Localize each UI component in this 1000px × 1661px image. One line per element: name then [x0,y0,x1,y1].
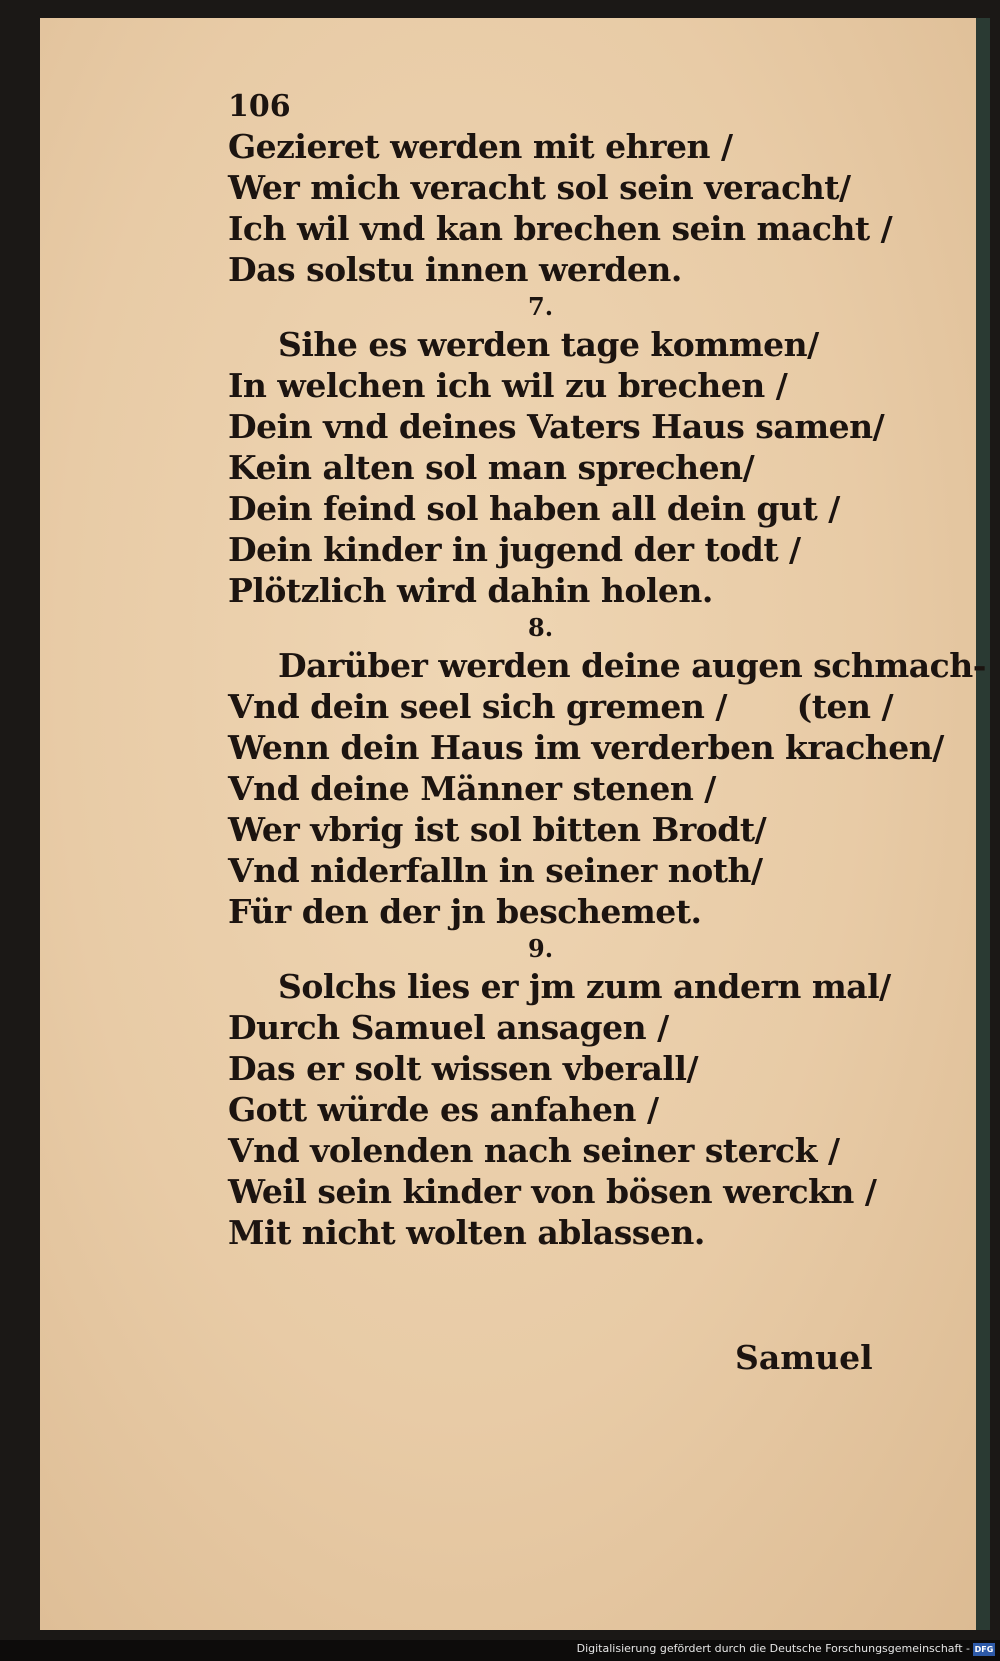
funding-credit: Digitalisierung gefördert durch die Deutsche Forschungsgemeinschaft - [576,1642,970,1655]
verse-line: Ich wil vnd kan brechen sein macht / [228,209,893,248]
verse-line: Sihe es werden tage kommen/ [278,325,819,364]
verse-line: Plötzlich wird dahin holen. [228,571,713,610]
verse-line: Dein vnd deines Vaters Haus samen/ [228,407,885,446]
verse-line: Kein alten sol man sprechen/ [228,448,755,487]
verse-line: Das solstu innen werden. [228,250,682,289]
stanza-8 [228,611,986,932]
book-page [40,18,990,1630]
catchword: Samuel [735,1338,873,1377]
verse-line: Gott würde es anfahen / [228,1090,659,1129]
stanza-9 [228,932,948,1253]
verse-line: Vnd deine Männer stenen / [228,769,716,808]
stanza-6-end [228,126,948,290]
stanza-number: 8. [528,613,554,642]
verse-line: Wer mich veracht sol sein veracht/ [228,168,851,207]
dfg-logo-icon: DFG [974,1645,994,1654]
verse-line: Wer vbrig ist sol bitten Brodt/ [228,810,767,849]
verse-line: Gezieret werden mit ehren / [228,127,733,166]
verse-line: Durch Samuel ansagen / [228,1008,669,1047]
verse-line: In welchen ich wil zu brechen / [228,366,788,405]
verse-line: Dein feind sol haben all dein gut / [228,489,840,528]
footer-bar [0,1640,1000,1661]
verse-line: Für den der jn beschemet. [228,892,702,931]
verse-line: Darüber werden deine augen schmach- [278,646,986,685]
stanza-number: 7. [528,292,554,321]
stanza-7 [228,290,948,611]
verse-line: Vnd volenden nach seiner sterck / [228,1131,840,1170]
verse-line: Vnd dein seel sich gremen / [228,687,727,726]
page-number: 106 [228,89,291,124]
verse-line: Mit nicht wolten ablassen. [228,1213,705,1252]
verse-line-with-runover [228,686,948,727]
verse-line: Solchs lies er jm zum andern mal/ [278,967,891,1006]
verse-line: Weil sein kinder von bösen werckn / [228,1172,877,1211]
stanza-number: 9. [528,934,554,963]
poem-text [228,88,986,1253]
verse-line: Vnd niderfalln in seiner noth/ [228,851,763,890]
verse-line: Das er solt wissen vberall/ [228,1049,699,1088]
runover-text: (ten / [796,687,893,726]
verse-line: Wenn dein Haus im verderben krachen/ [228,728,944,767]
verse-line: Dein kinder in jugend der todt / [228,530,801,569]
